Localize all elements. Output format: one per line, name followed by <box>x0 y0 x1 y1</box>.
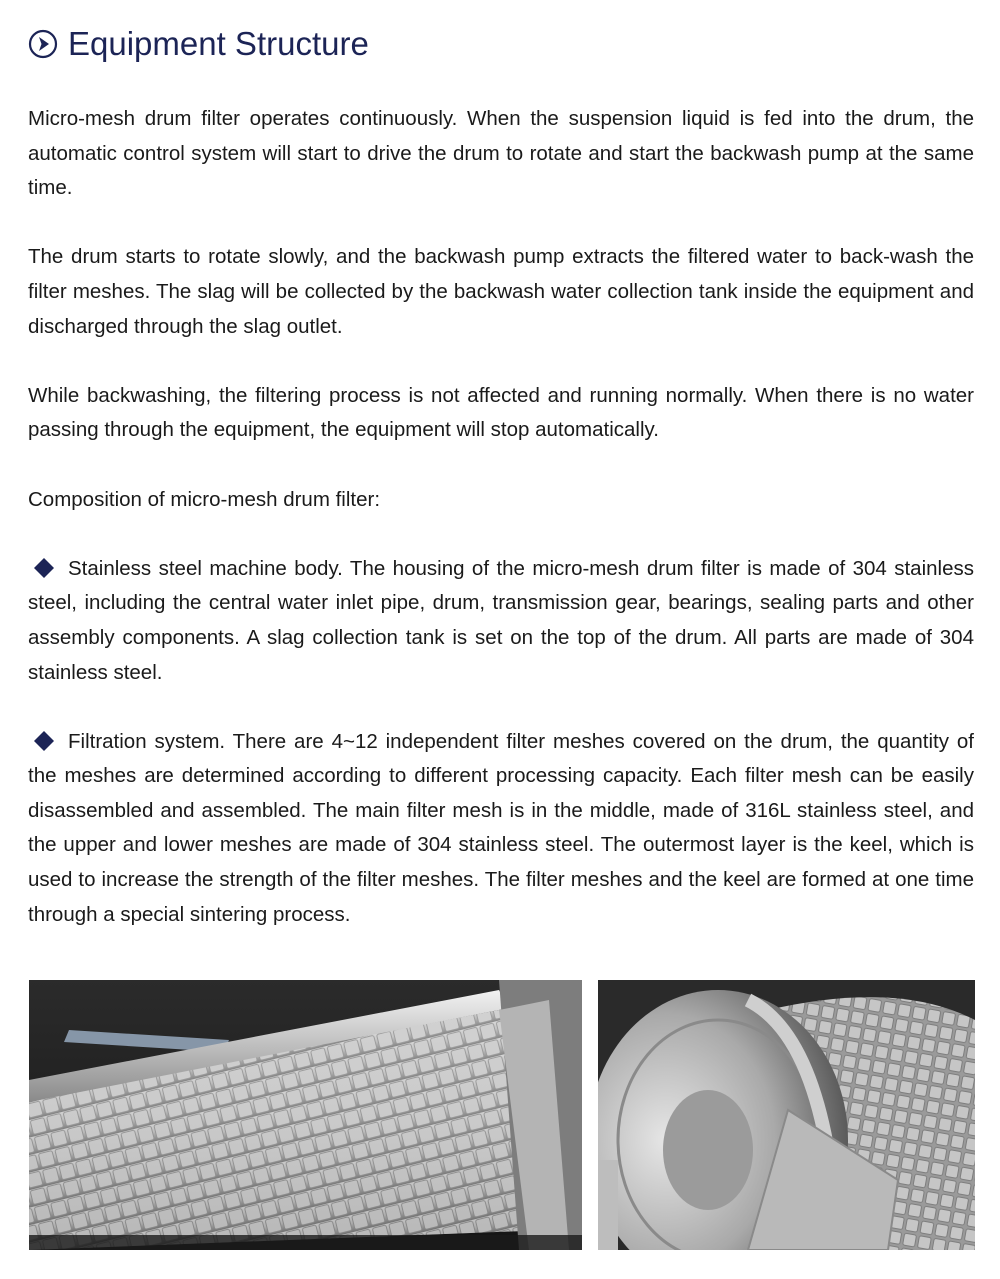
photo-gallery <box>29 980 975 1250</box>
paragraph-rotation: The drum starts to rotate slowly, and the backwash pump extracts the filtered water to back-wash the filter meshes. The slag will be collected by the backwash water collection tank inside the equipment and discharged through the slag outlet. <box>28 245 974 338</box>
paragraph-composition-heading: Composition of micro-mesh drum filter: <box>28 487 381 511</box>
drum-filter-side-photo <box>29 980 582 1250</box>
paragraph-backwash: While backwashing, the filtering process is not affected and running normally. When there is no water passing through the equipment, the equipment will stop automatically. <box>28 383 974 442</box>
drum-filter-end-photo <box>598 980 975 1250</box>
diamond-icon <box>34 558 54 578</box>
bullet-text: Filtration system. There are 4~12 independent filter meshes covered on the drum, the quantity of the meshes are determined according to different processing capacity. Each filter mesh can be easily disassembled and assembled. The main filter mesh is in the middle, made of 316L stainless steel, and the upper and lower meshes are made of 304 stainless steel. The outermost layer is the keel, which is used to increase the strength of the filter meshes. The filter meshes and the keel are formed at one time through a special sintering process. <box>28 729 974 926</box>
bullet-text: Stainless steel machine body. The housing of the micro-mesh drum filter is made of 304 stainless steel, including the central water inlet pipe, drum, transmission gear, bearings, sealing parts and other assembly components. A slag collection tank is set on the top of the drum. All parts are made of 304 stainless steel. <box>28 556 974 684</box>
play-circle-icon <box>28 29 58 59</box>
bullet-machine-body <box>28 552 974 690</box>
bullet-filtration-system <box>28 725 974 933</box>
section-header <box>28 20 369 68</box>
article-body <box>28 102 974 967</box>
page-title: Equipment Structure <box>68 25 369 62</box>
diamond-icon <box>34 731 54 751</box>
paragraph-operation: Micro-mesh drum filter operates continuously. When the suspension liquid is fed into the drum, the automatic control system will start to drive the drum to rotate and start the backwash pump at the same time. <box>28 107 974 200</box>
